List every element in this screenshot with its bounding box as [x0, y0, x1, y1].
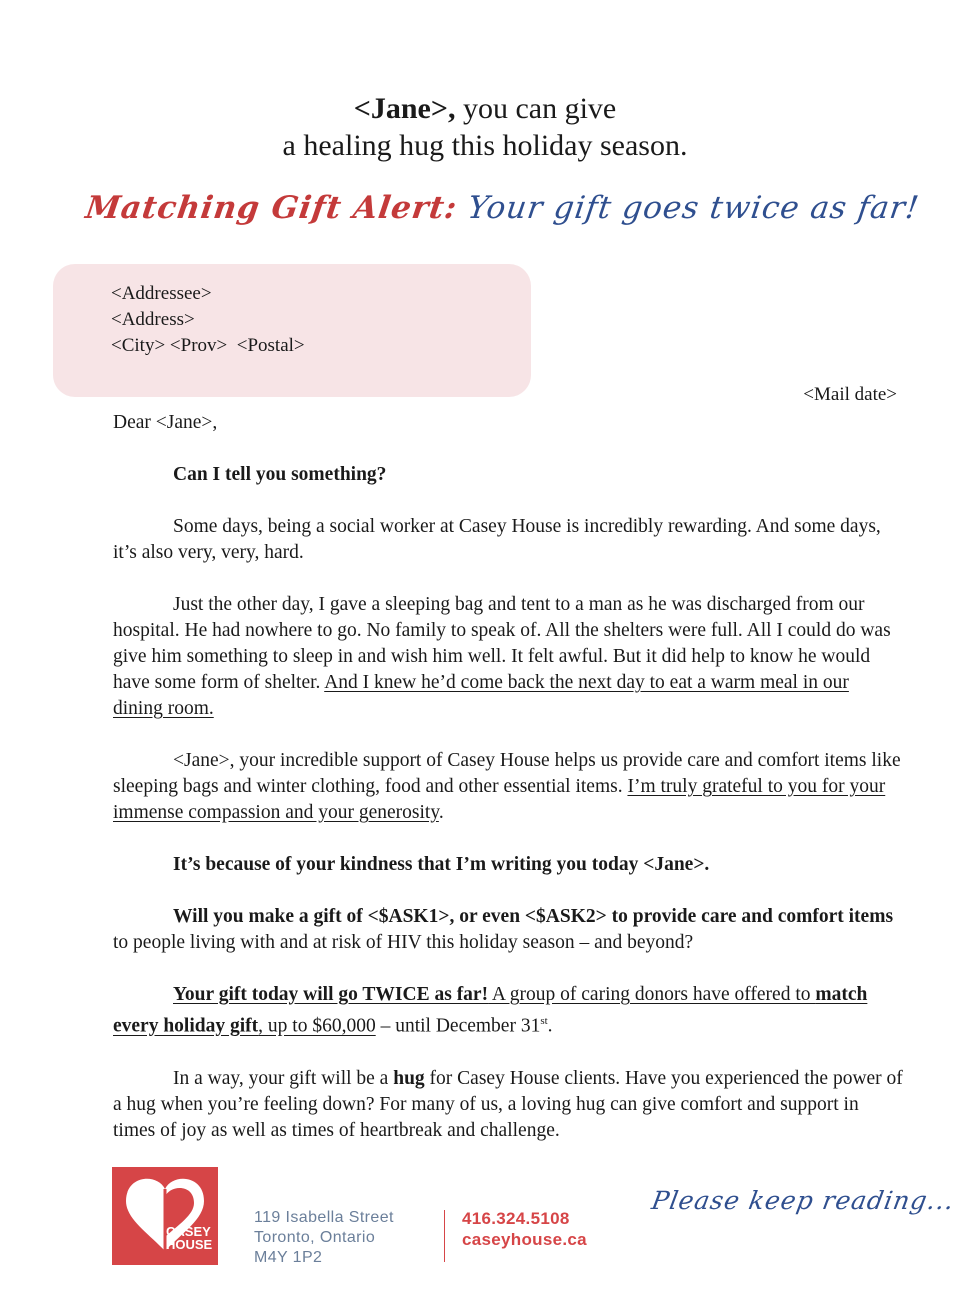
p4-end: .: [438, 802, 444, 823]
mail-date: <Mail date>: [803, 384, 897, 405]
p7-bold-underline: Your gift today will go TWICE as far!: [173, 984, 489, 1005]
p2-text: Some days, being a social worker at Casey House is incredibly rewarding. And some days, it’s also very, very, hard.: [113, 516, 881, 563]
headline-line-1-rest: you can give: [455, 92, 617, 125]
p7-bold-underline-2: match every holiday gift: [113, 984, 868, 1037]
footer-divider: [444, 1210, 445, 1262]
paragraph-8: [113, 1066, 903, 1144]
p5-bold: It’s because of your kindness that I’m writing you today <Jane>.: [173, 854, 710, 875]
paragraph-4: [113, 748, 903, 826]
p8-bold: hug: [393, 1067, 425, 1089]
letter-body: [113, 410, 903, 1170]
p3-text: Just the other day, I gave a sleeping bag and tent to a man as he was discharged from our hospital. He had nowhere to go. No family to speak of. All the shelters were full. All I could do was give him something to sleep in and wish him well. It felt awful. But it did help to know he would have some form of shelter.: [113, 594, 891, 693]
footer-website[interactable]: caseyhouse.ca: [462, 1230, 587, 1249]
city-line: <City> <Prov> <Postal>: [111, 335, 305, 356]
paragraph-6: [113, 904, 903, 956]
headline-line-1: [0, 90, 970, 127]
logo-line-1: CASEY: [166, 1224, 211, 1239]
logo-text: [166, 1225, 212, 1251]
keep-reading: Please keep reading...: [649, 1186, 957, 1215]
footer-street: 119 Isabella Street: [254, 1209, 394, 1226]
p4-text: <Jane>, your incredible support of Casey House helps us provide care and comfort items like sleeping bags and winter clothing, food and other essential items.: [113, 750, 901, 797]
alert-red-text: Matching Gift Alert:: [83, 190, 460, 226]
paragraph-3: [113, 592, 903, 722]
address-lines: [111, 281, 305, 359]
footer-contact: [462, 1208, 587, 1250]
p7-underline-1: A group of caring donors have offered to: [488, 984, 816, 1005]
footer-postal: M4Y 1P2: [254, 1249, 323, 1266]
p6-bold: Will you make a gift of <$ASK1>, or even <$ASK2> to provide care and comfort items: [173, 906, 894, 927]
address: <Address>: [111, 309, 195, 330]
p3-underline: And I knew he’d come back the next day to eat a warm meal in our dining room.: [113, 672, 849, 719]
p8-text-a: In a way, your gift will be a: [173, 1067, 394, 1089]
logo-line-2: HOUSE: [166, 1237, 213, 1252]
p7-end: .: [547, 1015, 553, 1037]
paragraph-2: [113, 514, 903, 566]
paragraph-7: [113, 982, 903, 1040]
p1-bold: Can I tell you something?: [173, 464, 387, 485]
p4-underline: I’m truly grateful to you for your immense compassion and your generosity: [113, 776, 886, 823]
alert-blue-text: Your gift goes twice as far!: [454, 190, 922, 226]
footer-phone: 416.324.5108: [462, 1209, 570, 1228]
headline-line-2: a healing hug this holiday season.: [282, 129, 688, 162]
p7-underline-3: , up to $60,000: [258, 1015, 376, 1037]
paragraph-5: [113, 852, 903, 878]
footer-city: Toronto, Ontario: [254, 1229, 376, 1246]
footer-address: [254, 1208, 394, 1268]
paragraph-1: [113, 462, 903, 488]
p7-text: – until December 31: [375, 1015, 541, 1037]
addressee: <Addressee>: [111, 283, 212, 304]
p8-text-b: for Casey House clients. Have you experienced the power of a hug when you’re feeling down? For many of us, a loving hug can give comfort and support in times of joy as well as times of heartbreak and challenge.: [113, 1067, 903, 1141]
headline: [0, 90, 970, 164]
p7-superscript: st: [540, 1015, 548, 1027]
p6-text: to people living with and at risk of HIV this holiday season – and beyond?: [113, 932, 694, 953]
matching-gift-alert: [0, 190, 970, 226]
greeting: Dear <Jane>,: [113, 412, 218, 433]
headline-name: <Jane>,: [353, 92, 456, 125]
casey-house-logo: [112, 1167, 218, 1265]
